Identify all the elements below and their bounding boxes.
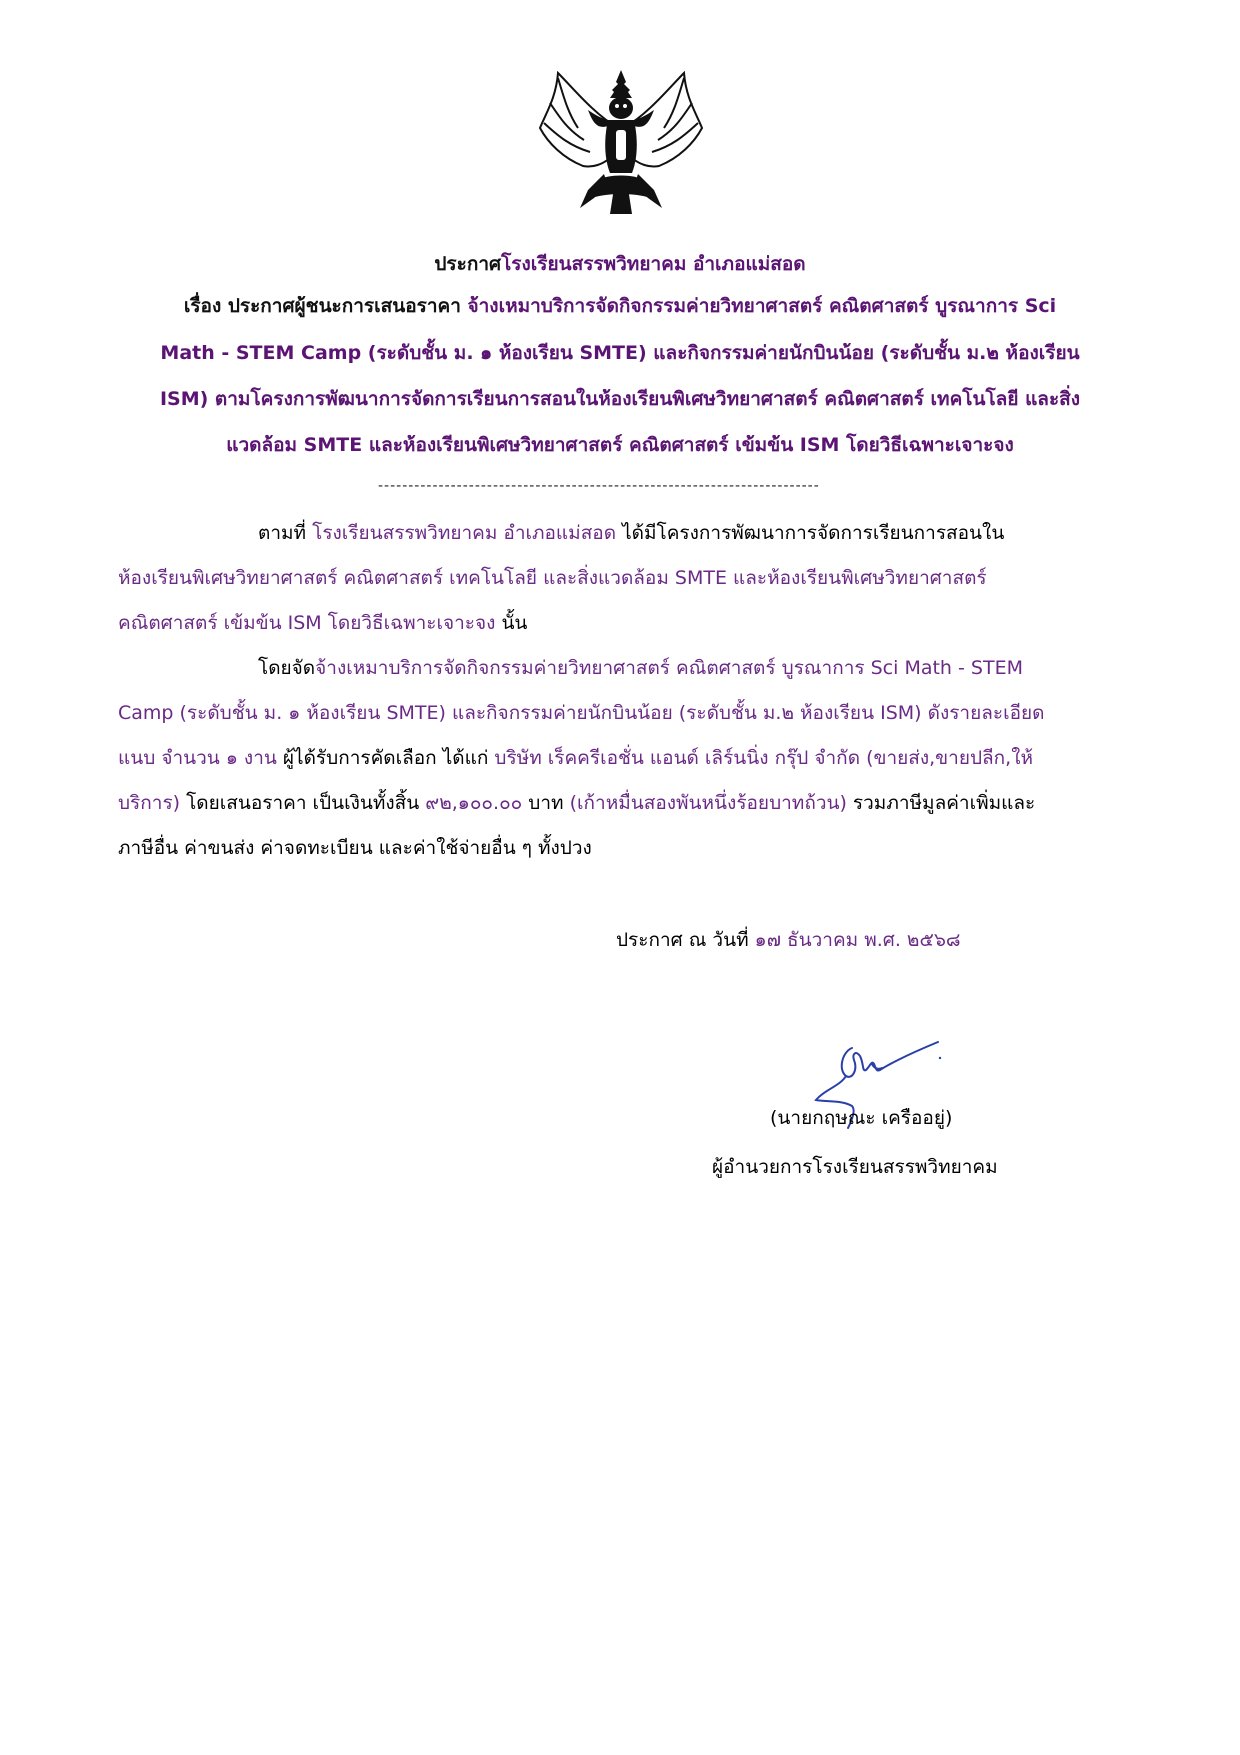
paragraph-1-line-1 <box>258 521 1004 545</box>
page-title <box>0 252 1240 276</box>
signer-position: ผู้อำนวยการโรงเรียนสรรพวิทยาคม <box>712 1156 998 1178</box>
paragraph-2-line-4 <box>118 791 1035 815</box>
p2-winner-label: ผู้ได้รับการคัดเลือก ได้แก่ <box>276 747 495 769</box>
announce-date: ๑๗ ธันวาคม พ.ศ. ๒๕๖๘ <box>754 929 961 951</box>
p2-vat-text: รวมภาษีมูลค่าเพิ่มและ <box>846 792 1036 814</box>
subject-line-1 <box>0 294 1240 318</box>
paragraph-1-line-3 <box>118 611 527 635</box>
paragraph-2-line-2: Camp (ระดับชั้น ม. ๑ ห้องเรียน SMTE) และกิจกรรมค่ายนักบินน้อย (ระดับชั้น ม.๒ ห้องเรียน ISM) ดังรายละเอียด <box>118 702 1045 724</box>
paragraph-1-line-2: ห้องเรียนพิเศษวิทยาศาสตร์ คณิตศาสตร์ เทคโนโลยี และสิ่งแวดล้อม SMTE และห้องเรียนพิเศษวิทยาศาสตร์ <box>118 567 987 589</box>
p1-org: โรงเรียนสรรพวิทยาคม อำเภอแม่สอด <box>312 522 617 544</box>
p2-price-amount: ๙๒,๑๐๐.๐๐ <box>425 792 523 814</box>
p1-line-3-text: คณิตศาสตร์ เข้มข้น ISM โดยวิธีเฉพาะเจาะจง <box>118 612 496 634</box>
p2-price-words: (เก้าหมื่นสองพันหนึ่งร้อยบาทถ้วน) <box>569 792 847 814</box>
title-org: โรงเรียนสรรพวิทยาคม อำเภอแม่สอด <box>501 253 806 275</box>
p1-text-c: ได้มีโครงการพัฒนาการจัดการเรียนการสอนใน <box>616 522 1005 544</box>
p2-winner-name-end: บริการ) <box>118 792 181 814</box>
subject-line-2: Math - STEM Camp (ระดับชั้น ม. ๑ ห้องเรียน SMTE) และกิจกรรมค่ายนักบินน้อย (ระดับชั้น ม.๒ ห้องเรียน <box>160 342 1080 364</box>
paragraph-2-line-3 <box>118 746 1033 770</box>
subject-label: เรื่อง ประกาศผู้ชนะการเสนอราคา <box>183 295 468 317</box>
p2-currency: บาท <box>522 792 570 814</box>
divider-line: ------------------------------------------------------------------------- <box>378 478 820 494</box>
announce-label: ประกาศ ณ วันที่ <box>616 929 755 951</box>
subject-line-4: แวดล้อม SMTE และห้องเรียนพิเศษวิทยาศาสตร์ คณิตศาสตร์ เข้มข้น ISM โดยวิธีเฉพาะเจาะจง <box>226 434 1014 456</box>
p2-quantity: แนบ จำนวน ๑ งาน <box>118 747 277 769</box>
p2-project: จ้างเหมาบริการจัดกิจกรรมค่ายวิทยาศาสตร์ คณิตศาสตร์ บูรณาการ Sci Math - STEM <box>315 657 1023 679</box>
p1-line-3-end: นั้น <box>495 612 528 634</box>
p2-winner-name: บริษัท เร็คครีเอชั่น แอนด์ เลิร์นนิ่ง กรุ๊ป จำกัด (ขายส่ง,ขายปลีก,ให้ <box>494 747 1034 769</box>
paragraph-2-line-5: ภาษีอื่น ค่าขนส่ง ค่าจดทะเบียน และค่าใช้จ่ายอื่น ๆ ทั้งปวง <box>118 837 592 859</box>
p1-text-a: ตามที่ <box>258 522 313 544</box>
signer-name: (นายกฤษณะ เครืออยู่) <box>770 1107 953 1129</box>
announce-date-line <box>616 928 961 952</box>
garuda-emblem <box>538 68 704 216</box>
subject-line-1-text: จ้างเหมาบริการจัดกิจกรรมค่ายวิทยาศาสตร์ คณิตศาสตร์ บูรณาการ Sci <box>467 295 1057 317</box>
title-prefix: ประกาศ <box>434 253 502 275</box>
subject-line-3: ISM) ตามโครงการพัฒนาการจัดการเรียนการสอนในห้องเรียนพิเศษวิทยาศาสตร์ คณิตศาสตร์ เทคโนโลยี และสิ่ง <box>159 388 1081 410</box>
paragraph-2-line-1 <box>258 656 1023 680</box>
p2-text-a: โดยจัด <box>258 657 316 679</box>
p2-price-label: โดยเสนอราคา เป็นเงินทั้งสิ้น <box>180 792 426 814</box>
